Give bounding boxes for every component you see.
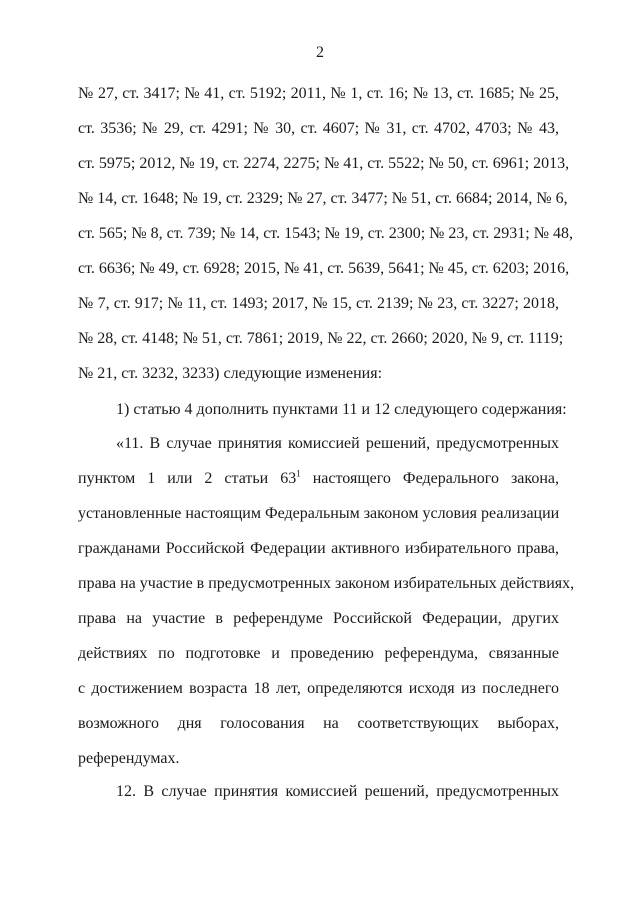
citation-line-4: № 14, ст. 1648; № 19, ст. 2329; № 27, ст. 3477; № 51, ст. 6684; 2014, № 6, xyxy=(78,190,568,207)
page-number: 2 xyxy=(316,44,324,61)
citation-line-8: № 28, ст. 4148; № 51, ст. 7861; 2019, № 22, ст. 2660; 2020, № 9, ст. 1119; xyxy=(78,330,564,347)
citation-line-3: ст. 5975; 2012, № 19, ст. 2274, 2275; № 41, ст. 5522; № 50, ст. 6961; 2013, xyxy=(78,155,570,172)
clause-12-line-1: 12. В случае принятия комиссией решений, предусмотренных xyxy=(116,783,559,800)
citation-line-2: ст. 3536; № 29, ст. 4291; № 30, ст. 4607; № 31, ст. 4702, 4703; № 43, xyxy=(78,120,559,137)
clause-11-line-6: права на участие в референдуме Российской Федерации, других xyxy=(78,610,559,627)
clause-11-line-2: пунктом 1 или 2 статьи $63^1$ настоящего Федерального закона, xyxy=(78,468,559,487)
clause-11-line-1: «11. В случае принятия комиссией решений, предусмотренных xyxy=(116,435,559,452)
clause-11-line-9: возможного дня голосования на соответствующих выборах, xyxy=(78,715,559,732)
clause-11-line-5: права на участие в предусмотренных законом избирательных действиях, xyxy=(78,575,575,592)
clause-11 xyxy=(78,426,575,776)
clause-12 xyxy=(78,774,559,809)
citation-line-5: ст. 565; № 8, ст. 739; № 14, ст. 1543; № 19, ст. 2300; № 23, ст. 2931; № 48, xyxy=(78,225,574,242)
citation-line-9: № 21, ст. 3232, 3233) следующие изменения: xyxy=(78,365,383,382)
article-superscript: 1 xyxy=(296,468,301,479)
clause-11-line-4: гражданами Российской Федерации активного избирательного права, xyxy=(78,540,559,557)
clause-11-line-8: с достижением возраста 18 лет, определяются исходя из последнего xyxy=(78,680,559,697)
clause-11-line-10: референдумах. xyxy=(78,750,180,767)
citation-line-6: ст. 6636; № 49, ст. 6928; 2015, № 41, ст. 5639, 5641; № 45, ст. 6203; 2016, xyxy=(78,260,570,277)
citation-line-7: № 7, ст. 917; № 11, ст. 1493; 2017, № 15, ст. 2139; № 23, ст. 3227; 2018, xyxy=(78,295,559,312)
amendment-item-1 xyxy=(78,392,567,427)
amendment-item-1-text: 1) статью 4 дополнить пунктами 11 и 12 следующего содержания: xyxy=(116,401,567,418)
clause-11-line-7: действиях по подготовке и проведению референдума, связанные xyxy=(78,645,559,662)
citation-paragraph xyxy=(78,76,574,391)
citation-line-1: № 27, ст. 3417; № 41, ст. 5192; 2011, № 1, ст. 16; № 13, ст. 1685; № 25, xyxy=(78,85,559,102)
clause-11-line-3: установленные настоящим Федеральным законом условия реализации xyxy=(78,505,560,522)
